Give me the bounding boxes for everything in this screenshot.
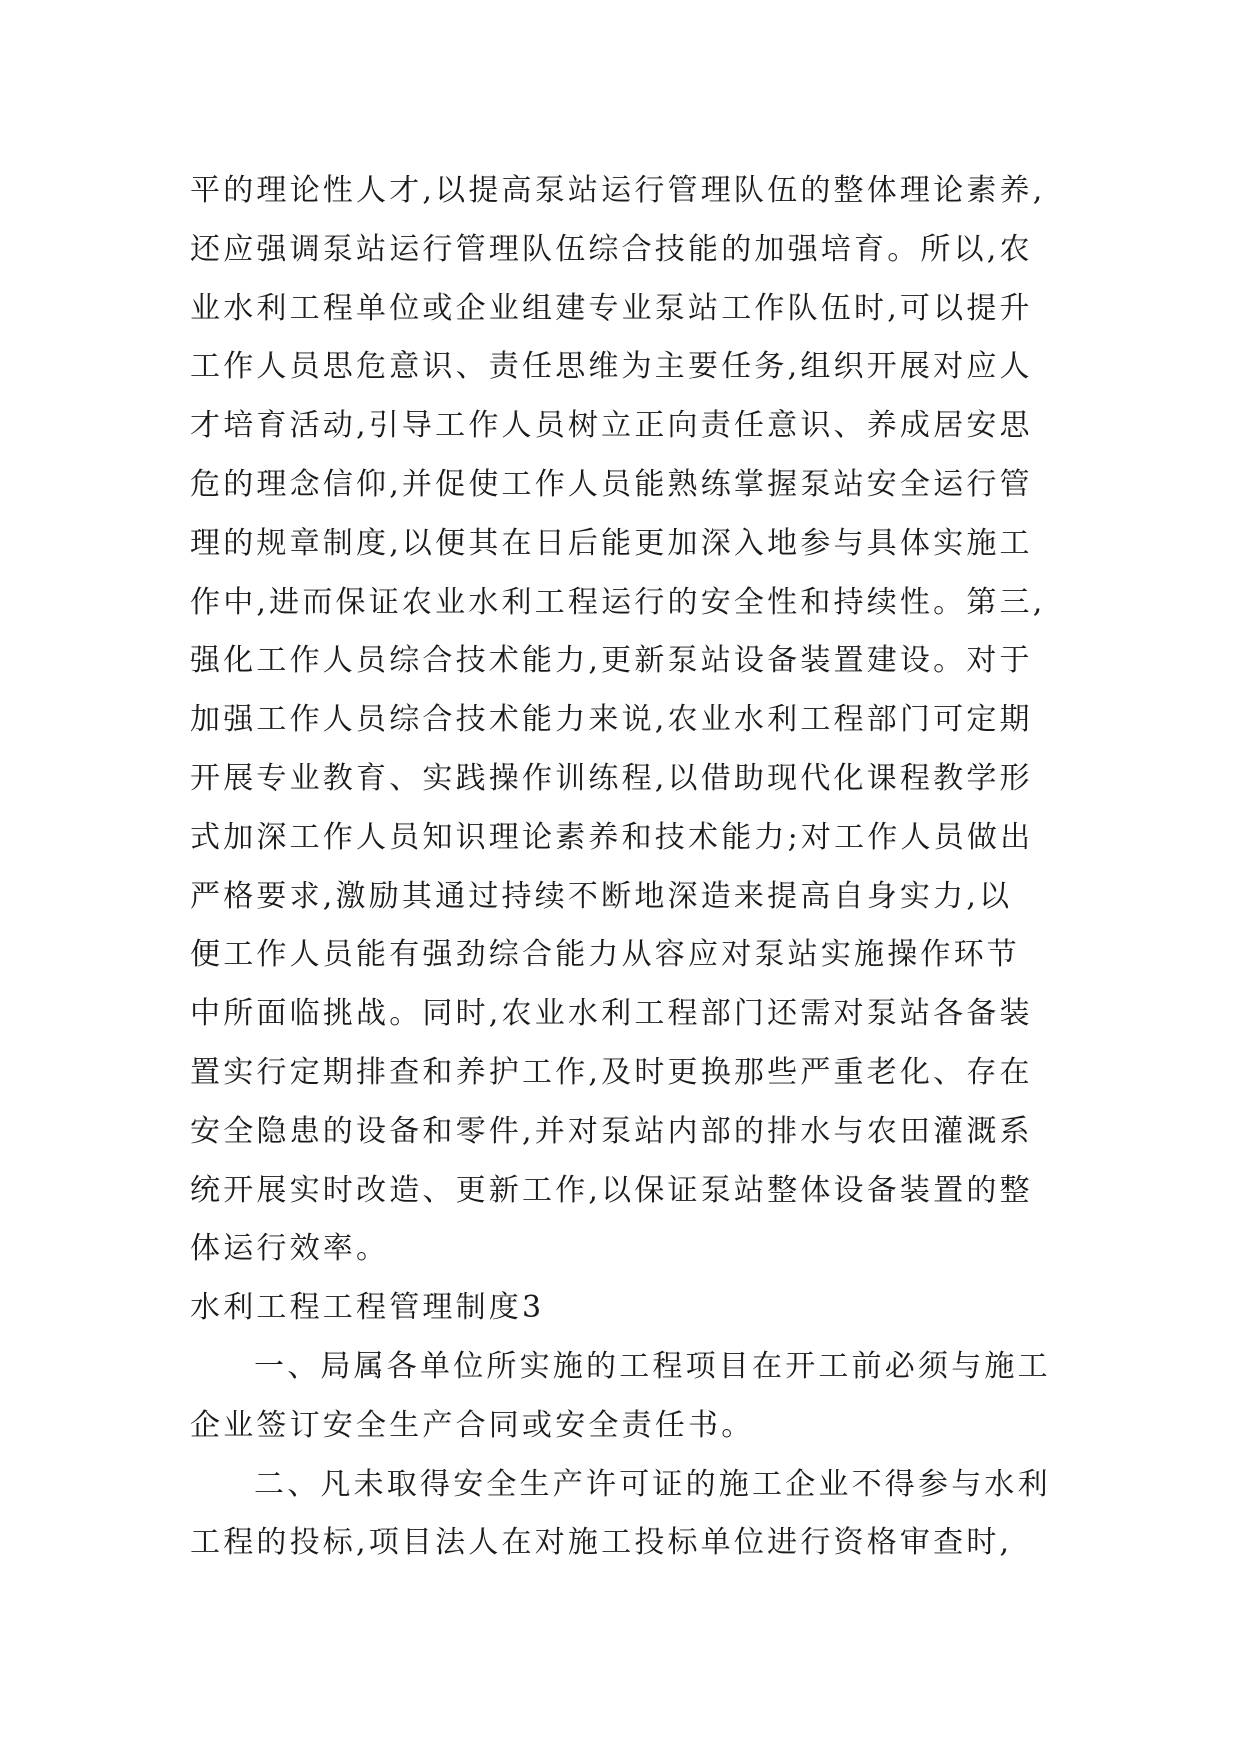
body-line: 安全隐患的设备和零件,并对泵站内部的排水与农田灌溉系 bbox=[190, 1113, 1033, 1149]
body-line: 开展专业教育、实践操作训练程,以借助现代化课程教学形 bbox=[190, 760, 1033, 796]
body-line: 体运行效率。 bbox=[190, 1231, 390, 1267]
body-line: 中所面临挑战。同时,农业水利工程部门还需对泵站各备装 bbox=[190, 996, 1033, 1032]
body-line: 二、凡未取得安全生产许可证的施工企业不得参与水利 bbox=[254, 1466, 1051, 1502]
document-body bbox=[190, 162, 1090, 1573]
body-line: 业水利工程单位或企业组建专业泵站工作队伍时,可以提升 bbox=[190, 290, 1033, 326]
body-line: 工作人员思危意识、责任思维为主要任务,组织开展对应人 bbox=[190, 349, 1033, 385]
section-heading: 水利工程工程管理制度3 bbox=[190, 1290, 545, 1326]
body-line: 还应强调泵站运行管理队伍综合技能的加强培育。所以,农 bbox=[190, 231, 1033, 267]
body-line: 工程的投标,项目法人在对施工投标单位进行资格审查时, bbox=[190, 1525, 1013, 1561]
body-line: 才培育活动,引导工作人员树立正向责任意识、养成居安思 bbox=[190, 408, 1033, 444]
body-line: 平的理论性人才,以提高泵站运行管理队伍的整体理论素养, bbox=[190, 173, 1046, 208]
body-line: 便工作人员能有强劲综合能力从容应对泵站实施操作环节 bbox=[190, 937, 1020, 973]
body-line: 统开展实时改造、更新工作,以保证泵站整体设备装置的整 bbox=[190, 1172, 1033, 1208]
body-line: 理的规章制度,以便其在日后能更加深入地参与具体实施工 bbox=[190, 525, 1033, 561]
body-line: 一、局属各单位所实施的工程项目在开工前必须与施工 bbox=[254, 1348, 1051, 1384]
body-line: 强化工作人员综合技术能力,更新泵站设备装置建设。对于 bbox=[190, 643, 1033, 679]
body-line: 企业签订安全生产合同或安全责任书。 bbox=[190, 1407, 755, 1443]
body-line: 作中,进而保证农业水利工程运行的安全性和持续性。第三, bbox=[190, 584, 1046, 620]
body-line: 置实行定期排查和养护工作,及时更换那些严重老化、存在 bbox=[190, 1054, 1033, 1090]
body-line: 危的理念信仰,并促使工作人员能熟练掌握泵站安全运行管 bbox=[190, 466, 1033, 502]
body-line: 加强工作人员综合技术能力来说,农业水利工程部门可定期 bbox=[190, 702, 1033, 738]
body-line: 严格要求,激励其通过持续不断地深造来提高自身实力,以 bbox=[190, 878, 1013, 914]
body-line: 式加深工作人员知识理论素养和技术能力;对工作人员做出 bbox=[190, 819, 1034, 855]
